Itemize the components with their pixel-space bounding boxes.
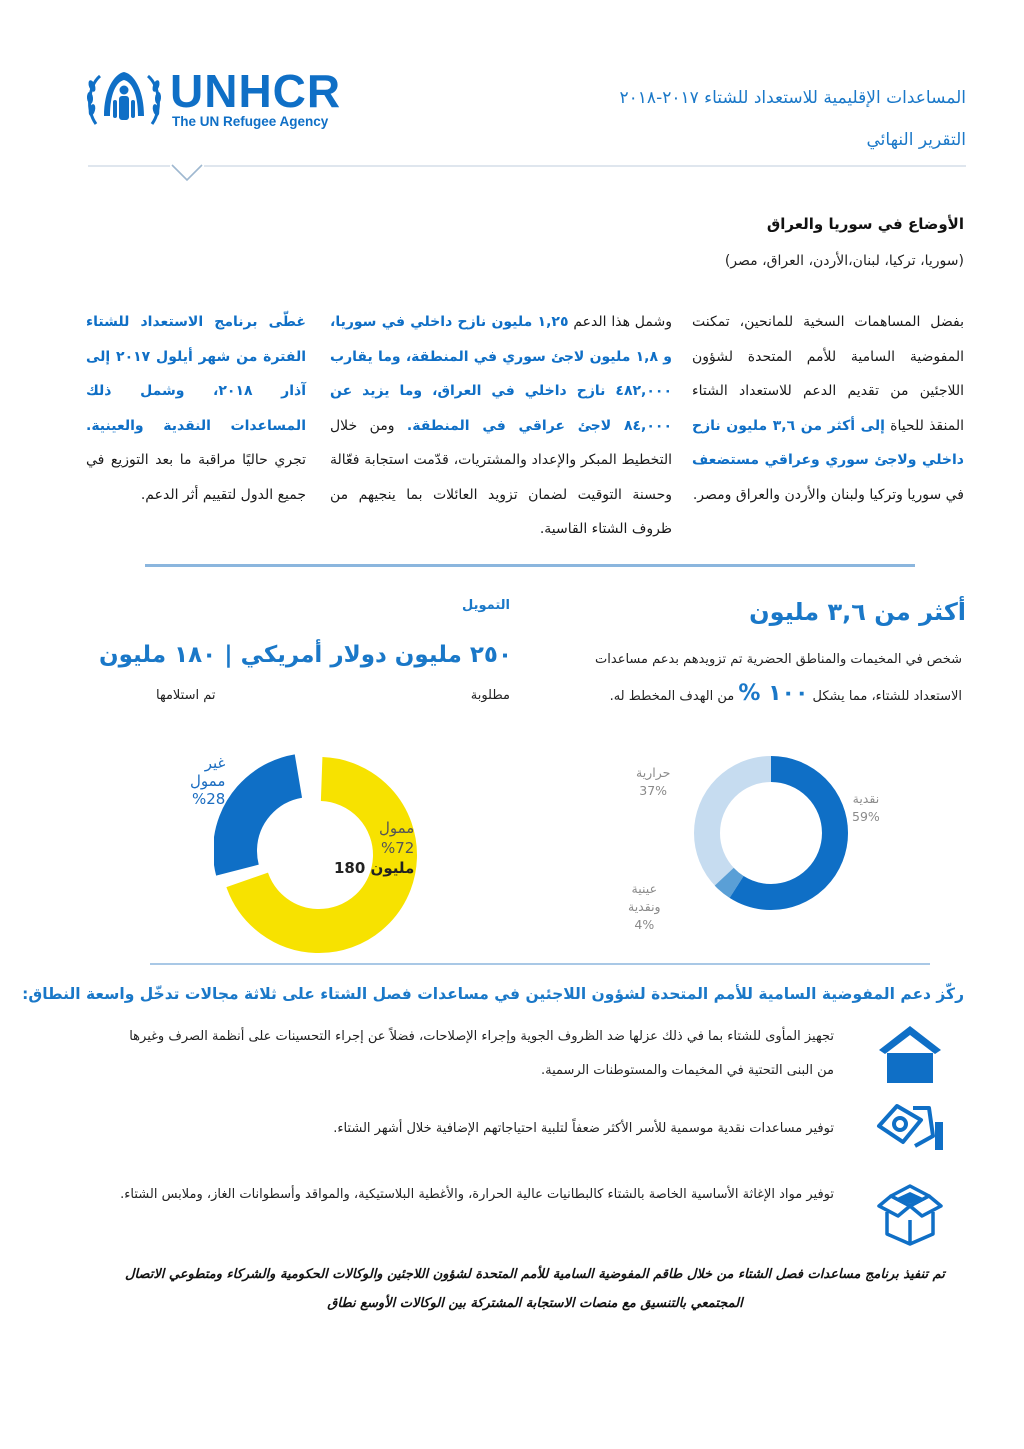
funding-headline: ٢٥٠ مليون دولار أمريكي | ١٨٠ مليون: [98, 642, 512, 668]
section-divider-lower: [150, 963, 930, 965]
funding-required-label: مطلوبة: [470, 688, 510, 703]
unhcr-emblem-icon: [86, 66, 162, 132]
report-subtitle: التقرير النهائي: [866, 130, 966, 150]
section-divider: [145, 564, 915, 567]
header-divider: [88, 165, 966, 167]
period-highlight: غطّى برنامج الاستعداد للشتاء الفترة من شهر أيلول ٢٠١٧ إلى آذار ٢٠١٨، وشمل ذلك المساعدات النقدية والعينية.: [86, 314, 307, 434]
intro-text-end: في سوريا وتركيا ولبنان والأردن والعراق ومصر.: [692, 486, 964, 503]
intro-column-middle: [330, 305, 672, 547]
monitoring-text: تجري حاليًا مراقبة ما بعد التوزيع في جميع الدول لتقييم أثر الدعم.: [86, 452, 306, 503]
situation-title: الأوضاع في سوريا والعراق: [766, 215, 964, 233]
intro-text: بفضل المساهمات السخية للمانحين، تمكنت المفوضية السامية للأمم المتحدة لشؤون اللاجئين من تقديم الدعم للاستعداد الشتاء المنقذ للحياة: [692, 314, 964, 434]
assistance-donut-chart: [686, 748, 856, 918]
reached-description: [552, 643, 962, 714]
reached-headline: أكثر من ٣,٦ مليون: [749, 598, 966, 626]
funding-received-label: تم استلامها: [156, 688, 216, 703]
support-text: وشمل هذا الدعم: [568, 314, 672, 330]
label-funded: ممول %72 180 مليون: [334, 819, 415, 877]
report-title: المساعدات الإقليمية للاستعداد للشتاء ٢٠١٧-٢٠١٨: [619, 88, 966, 108]
open-box-icon: [875, 1180, 945, 1250]
logo-tagline: The UN Refugee Agency: [172, 114, 329, 129]
unhcr-logo: [86, 66, 356, 132]
focus-item-shelter: تجهيز المأوى للشتاء بما في ذلك عزلها ضد الظروف الجوية وإجراء الإصلاحات، فضلاً عن إجراء التحسينات على أنظمة الصرف وغيرها من البنى التحتية في المخيمات والمستوطنات الرسمية.: [129, 1029, 834, 1078]
funding-label: التمويل: [462, 598, 510, 613]
intro-column-right: [692, 305, 964, 512]
cash-hand-icon: [875, 1096, 945, 1166]
house-icon: [875, 1020, 945, 1090]
logo-wordmark: UNHCR: [170, 65, 342, 117]
support-highlight: ١,٢٥ مليون نازح داخلي في سوريا، و ١,٨ مليون لاجئ سوري في المنطقة، وما يقارب ٤٨٢,٠٠٠ نازح داخلي في العراق، وما يزيد عن ٨٤,٠٠٠ لاجئ عراقي في المنطقة.: [330, 314, 673, 434]
reached-text: شخص في المخيمات والمناطق الحضرية تم تزويدهم بدعم مساعدات الاستعداد للشتاء، مما يشكل: [595, 652, 962, 704]
intro-column-left: [86, 305, 306, 512]
label-cash: نقدية 59%: [852, 791, 880, 824]
focus-areas-title: ركّز دعم المفوضية السامية للأمم المتحدة لشؤون اللاجئين في مساعدات فصل الشتاء على ثلاثة مجالات تدخّل واسعة النطاق:: [22, 985, 964, 1003]
situation-countries: (سوريا، تركيا، لبنان،الأردن، العراق، مصر): [724, 253, 964, 269]
chevron-down-icon: [170, 164, 204, 184]
label-in-kind: عينية ونقدية 4%: [628, 881, 661, 932]
reached-text-end: من الهدف المخطط له.: [609, 689, 739, 704]
target-percent: ١٠٠ %: [738, 681, 809, 706]
footer-note: تم تنفيذ برنامج مساعدات فصل الشتاء من خلال طاقم المفوضية السامية للأمم المتحدة لشؤون اللاجئين والوكالات الحكومية والشركاء ومتطوعي الاتصال المجتمعي بالتنسيق مع منصات الاستجابة المشتركة بين الوكالات الأوسع نطاق: [125, 1267, 945, 1311]
label-unfunded: غير ممول %28: [190, 754, 226, 808]
focus-item-cash: توفير مساعدات نقدية موسمية للأسر الأكثر ضعفاً لتلبية احتياجاتهم الإضافية خلال أشهر الشتاء.: [333, 1121, 834, 1136]
support-text-end: ومن خلال التخطيط المبكر والإعداد والمشتريات، قدّمت استجابة فعّالة وحسنة التوقيت لضمان تزويد العائلات بما ينجيهم من ظروف الشتاء القاسية.: [330, 417, 672, 537]
focus-item-relief-items: توفير مواد الإغاثة الأساسية الخاصة بالشتاء كالبطانيات عالية الحرارة، والأغطية البلاستيكية، والمواقد وأسطوانات الغاز، وملابس الشتاء.: [120, 1187, 834, 1202]
intro-highlight: إلى أكثر من ٣,٦ مليون نازح داخلي ولاجئ سوري وعراقي مستضعف: [692, 417, 964, 468]
label-heat: حرارية 37%: [636, 765, 671, 798]
